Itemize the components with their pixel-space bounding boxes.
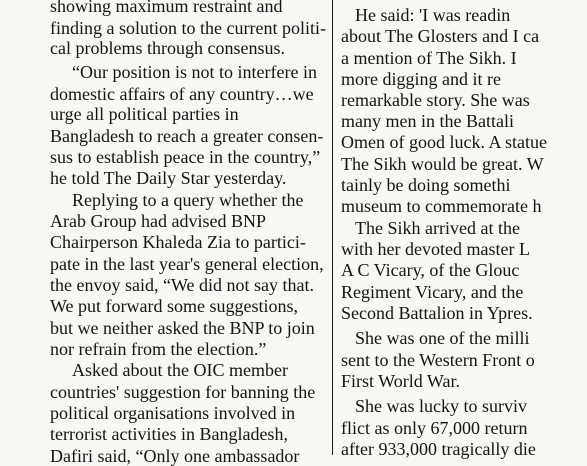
text-line: a mention of The Sikh. I <box>341 48 517 68</box>
text-line: Arab Group had advised BNP <box>50 211 266 231</box>
text-line: First World War. <box>341 371 460 391</box>
text-line: sus to establish peace in the country,” <box>50 147 321 167</box>
paragraph-start-line: Asked about the OIC member <box>72 360 288 380</box>
text-line: he told The Daily Star yesterday. <box>50 168 287 188</box>
text-line: remarkable story. She was <box>341 90 530 110</box>
text-line: tainly be doing somethi <box>341 175 511 195</box>
text-line: after 933,000 tragically die <box>341 439 536 459</box>
paragraph-start-line: She was lucky to surviv <box>355 396 527 416</box>
text-line: We put forward some suggestions, <box>50 296 299 316</box>
text-line: cal problems through consensus. <box>50 38 285 58</box>
article-column-left <box>50 0 350 466</box>
text-line: A C Vicary, of the Glouc <box>341 260 520 280</box>
text-line: more digging and it re <box>341 69 501 89</box>
text-line: but we neither asked the BNP to join <box>50 318 315 338</box>
text-line: museum to commemorate h <box>341 196 542 216</box>
paragraph-start-line: The Sikh arrived at the <box>355 218 520 238</box>
text-line: nor refrain from the election.” <box>50 339 267 359</box>
text-line: showing maximum restraint and <box>50 0 283 16</box>
text-line: Chairperson Khaleda Zia to partici- <box>50 232 306 252</box>
article-column-right <box>341 0 587 459</box>
text-line: political organisations involved in <box>50 403 296 423</box>
text-line: Omen of good luck. A statue <box>341 132 547 152</box>
paragraph-start-line: Replying to a query whether the <box>72 190 304 210</box>
text-line: with her devoted master L <box>341 239 530 259</box>
text-line: the envoy said, “We did not say that. <box>50 275 314 295</box>
text-line: Bangladesh to reach a greater consen- <box>50 126 324 146</box>
paragraph-start-line: He said: 'I was readin <box>355 5 511 25</box>
text-line: urge all political parties in <box>50 104 239 124</box>
text-line: Dafiri said, “Only one ambassador <box>50 446 300 466</box>
text-line: Second Battalion in Ypres. <box>341 303 533 323</box>
text-line: sent to the Western Front o <box>341 350 535 370</box>
paragraph-start-line: She was one of the milli <box>355 328 530 348</box>
paragraph-start-line: “Our position is not to interfere in <box>72 62 317 82</box>
text-line: countries' suggestion for banning the <box>50 382 316 402</box>
text-line: pate in the last year's general election, <box>50 254 324 274</box>
text-line: domestic affairs of any country…we <box>50 84 314 104</box>
column-divider <box>332 0 333 455</box>
text-line: flict as only 67,000 return <box>341 418 528 438</box>
text-line: terrorist activities in Bangladesh, <box>50 424 288 444</box>
text-line: Regiment Vicary, and the <box>341 282 524 302</box>
text-line: many men in the Battali <box>341 111 514 131</box>
text-line: finding a solution to the current politi- <box>50 18 326 38</box>
text-line: about The Glosters and I ca <box>341 26 540 46</box>
text-line: The Sikh would be great. W <box>341 154 544 174</box>
